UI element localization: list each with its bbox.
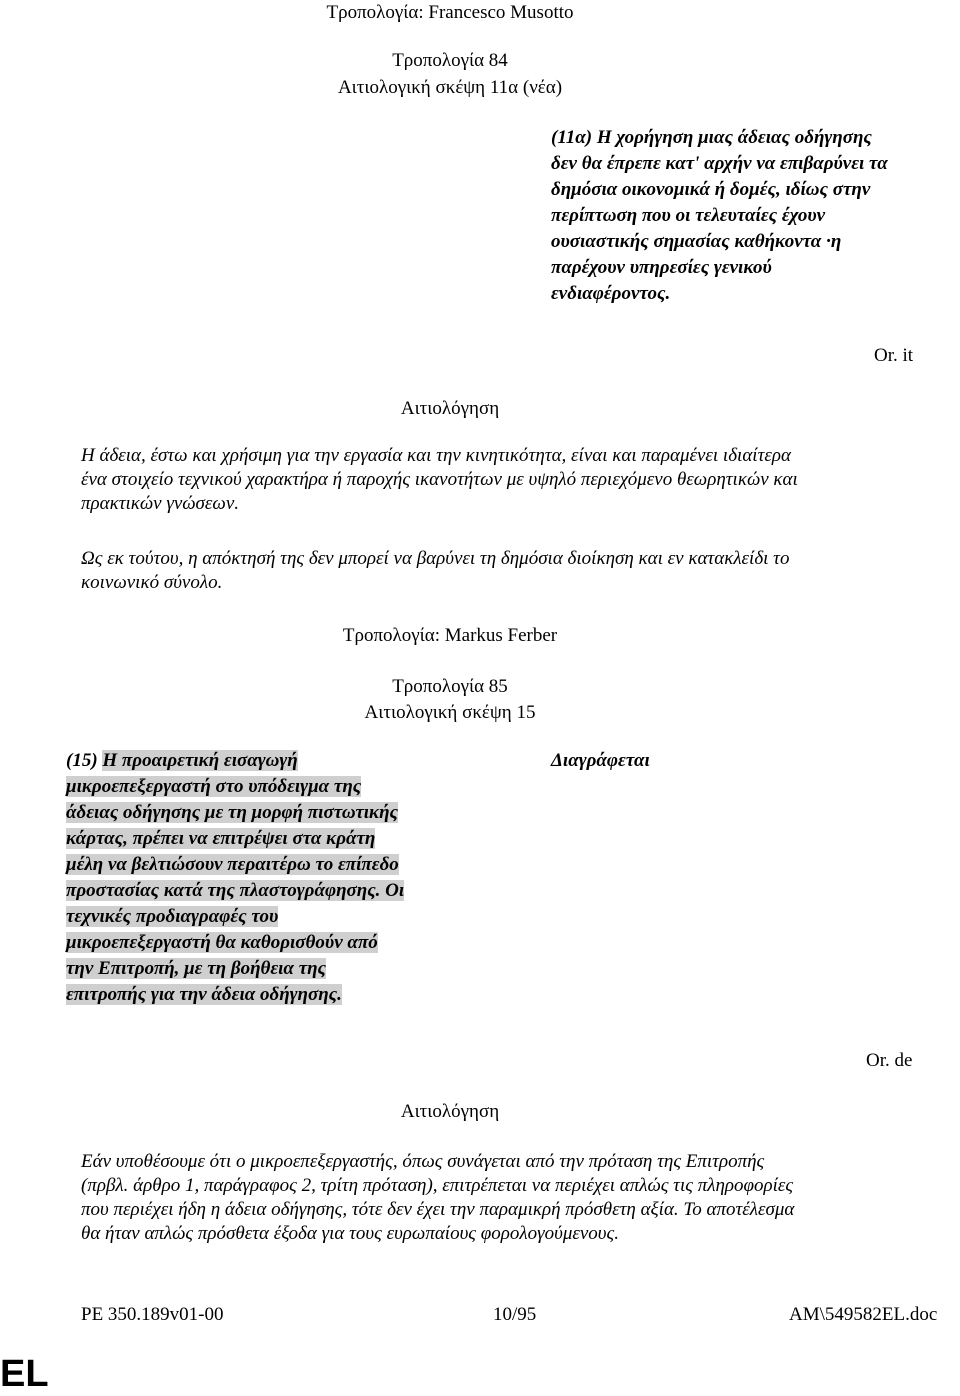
justification-line: Η άδεια, έστω και χρήσιμη για την εργασία και την κινητικότητα, είναι και παραμένει ιδιαίτερα	[81, 445, 791, 466]
original-text-line	[66, 800, 496, 826]
amendment-number: Τροπολογία 85	[392, 676, 508, 697]
amended-text-line: δημόσια οικονομικά ή δομές, ιδίως στην	[551, 179, 871, 200]
highlighted-text: Η προαιρετική εισαγωγή	[102, 750, 298, 771]
amendment-author-header: Τροπολογία: Francesco Musotto	[326, 2, 574, 23]
original-text-line	[66, 930, 496, 956]
original-text-column	[66, 748, 496, 1008]
justification-line: κοινωνικό σύνολο.	[81, 572, 223, 593]
amended-text-deleted: Διαγράφεται	[551, 750, 650, 771]
justification-line: (πρβλ. άρθρο 1, παράγραφος 2, τρίτη πρόταση), επιτρέπεται να περιέχει απλώς τις πληροφορίες	[81, 1175, 794, 1196]
justification-line: που περιέχει ήδη η άδεια οδήγησης, τότε δεν έχει την παραμικρή πρόσθετη αξία. Το αποτέλεσμα	[81, 1199, 795, 1220]
recital-reference: Αιτιολογική σκέψη 15	[364, 702, 536, 723]
language-badge: EL	[0, 1353, 49, 1395]
original-language: Or. de	[866, 1050, 913, 1071]
original-text-line	[66, 982, 496, 1008]
justification-line: ένα στοιχείο τεχνικού χαρακτήρα ή παροχής ικανοτήτων με υψηλό περιεχόμενο θεωρητικών και	[81, 469, 798, 490]
justification-paragraph	[81, 444, 951, 516]
recital-reference: Αιτιολογική σκέψη 11α (νέα)	[337, 77, 563, 98]
footer-file-name: AM\549582EL.doc	[789, 1304, 938, 1325]
amended-text-line: ουσιαστικής σημασίας καθήκοντα ·η	[551, 231, 842, 252]
highlighted-text: μικροεπεξεργαστή θα καθορισθούν από	[66, 932, 378, 953]
original-text-line	[66, 774, 496, 800]
amended-text-column	[551, 125, 951, 307]
justification-line: Εάν υποθέσουμε ότι ο μικροεπεξεργαστής, όπως συνάγεται από την πρόταση της Επιτροπής	[81, 1151, 765, 1172]
amended-text-line: περίπτωση που οι τελευταίες έχουν	[551, 205, 826, 226]
justification-line: Ως εκ τούτου, η απόκτησή της δεν μπορεί να βαρύνει τη δημόσια διοίκηση και εν κατακλείδι το	[81, 548, 790, 569]
amendment-number: Τροπολογία 84	[392, 50, 508, 71]
highlighted-text: άδειας οδήγησης με τη μορφή πιστωτικής	[66, 802, 398, 823]
justification-paragraph	[81, 1150, 951, 1246]
original-language: Or. it	[874, 345, 914, 366]
justification-line: πρακτικών γνώσεων.	[81, 493, 240, 514]
original-text-line	[66, 748, 496, 774]
justification-title: Αιτιολόγηση	[400, 1101, 500, 1122]
original-text-line	[66, 956, 496, 982]
footer-page-number: 10/95	[493, 1304, 537, 1325]
justification-paragraph	[81, 547, 951, 595]
plain-text: (15)	[66, 750, 103, 771]
amended-text-line: (11α) Η χορήγηση μιας άδειας οδήγησης	[551, 127, 872, 148]
amended-text-line: παρέχουν υπηρεσίες γενικού	[551, 257, 772, 278]
highlighted-text: επιτροπής για την άδεια οδήγησης.	[66, 984, 342, 1005]
highlighted-text: την Επιτροπή, με τη βοήθεια της	[66, 958, 327, 979]
original-text-line	[66, 878, 496, 904]
highlighted-text: μέλη να βελτιώσουν περαιτέρω το επίπεδο	[66, 854, 399, 875]
justification-line: θα ήταν απλώς πρόσθετα έξοδα για τους ευρωπαίους φορολογούμενους.	[81, 1223, 619, 1244]
highlighted-text: μικροεπεξεργαστή στο υπόδειγμα της	[66, 776, 362, 797]
footer-doc-ref: PE 350.189v01-00	[81, 1304, 224, 1325]
highlighted-text: προστασίας κατά της πλαστογράφησης. Οι	[66, 880, 405, 901]
amended-text-line: ενδιαφέροντος.	[551, 283, 671, 304]
amendment-author-header: Τροπολογία: Markus Ferber	[342, 625, 558, 646]
original-text-line	[66, 826, 496, 852]
amended-text-line: δεν θα έπρεπε κατ' αρχήν να επιβαρύνει τα	[551, 153, 888, 174]
original-text-line	[66, 852, 496, 878]
highlighted-text: τεχνικές προδιαγραφές του	[66, 906, 279, 927]
justification-title: Αιτιολόγηση	[400, 398, 500, 419]
original-text-line	[66, 904, 496, 930]
highlighted-text: κάρτας, πρέπει να επιτρέψει στα κράτη	[66, 828, 376, 849]
